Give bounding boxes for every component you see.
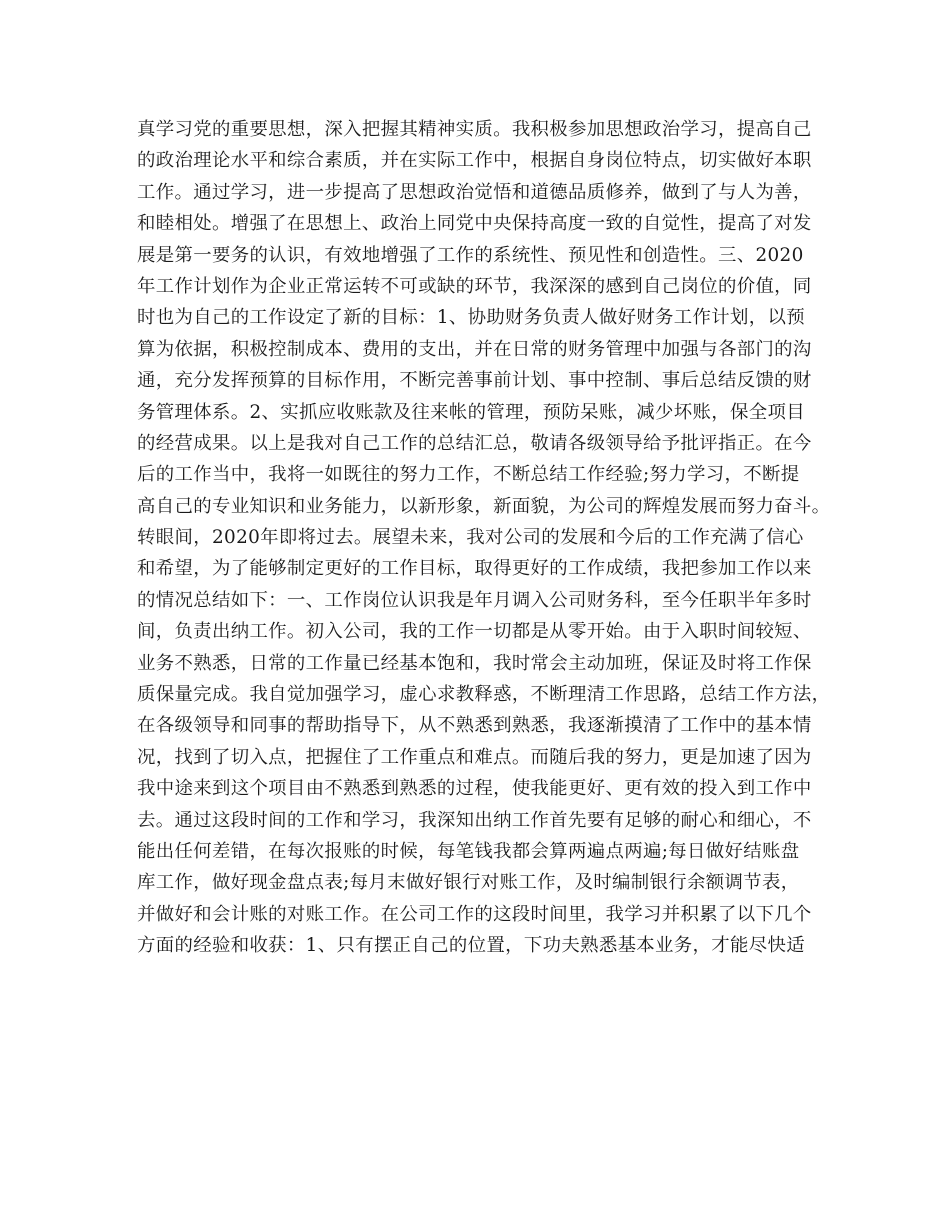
text-line: 的政治理论水平和综合素质，并在实际工作中，根据自身岗位特点，切实做好本职 xyxy=(137,150,812,172)
text-line: 年工作计划作为企业正常运转不可或缺的环节，我深深的感到自己岗位的价值，同 xyxy=(137,275,812,297)
text-line: 后的工作当中，我将一如既往的努力工作，不断总结工作经验;努力学习，不断提 xyxy=(137,464,800,486)
text-line: 在各级领导和同事的帮助指导下，从不熟悉到熟悉，我逐渐摸清了工作中的基本情 xyxy=(137,715,812,737)
text-line: 方面的经验和收获：1、只有摆正自己的位置，下功夫熟悉基本业务，才能尽快适 xyxy=(137,935,805,957)
text-line: 务管理体系。2、实抓应收账款及往来帐的管理，预防呆账，减少坏账，保全项目 xyxy=(137,401,805,423)
body-text xyxy=(137,114,837,962)
text-line: 时也为自己的工作设定了新的目标：1、协助财务负责人做好财务工作计划，以预 xyxy=(137,307,805,329)
text-line: 业务不熟悉，日常的工作量已经基本饱和，我时常会主动加班，保证及时将工作保 xyxy=(137,652,812,674)
text-line: 工作。通过学习，进一步提高了思想政治觉悟和道德品质修养，做到了与人为善， xyxy=(137,181,812,203)
text-line: 库工作，做好现金盘点表;每月末做好银行对账工作，及时编制银行余额调节表， xyxy=(137,872,800,894)
text-line: 通，充分发挥预算的目标作用，不断完善事前计划、事中控制、事后总结反馈的财 xyxy=(137,370,812,392)
text-line: 高自己的专业知识和业务能力，以新形象，新面貌，为公司的辉煌发展而努力奋斗。 xyxy=(137,495,831,517)
text-line: 的情况总结如下：一、工作岗位认识我是年月调入公司财务科，至今任职半年多时 xyxy=(137,589,812,611)
text-line: 算为依据，积极控制成本、费用的支出，并在日常的财务管理中加强与各部门的沟 xyxy=(137,338,812,360)
text-line: 况，找到了切入点，把握住了工作重点和难点。而随后我的努力，更是加速了因为 xyxy=(137,746,812,768)
text-line: 和睦相处。增强了在思想上、政治上同党中央保持高度一致的自觉性，提高了对发 xyxy=(137,213,812,235)
text-line: 转眼间，2020年即将过去。展望未来，我对公司的发展和今后的工作充满了信心 xyxy=(137,527,804,549)
text-line: 间，负责出纳工作。初入公司，我的工作一切都是从零开始。由于入职时间较短、 xyxy=(137,621,812,643)
text-line: 能出任何差错，在每次报账的时候，每笔钱我都会算两遍点两遍;每日做好结账盘 xyxy=(137,840,800,862)
text-line: 质保量完成。我自觉加强学习，虚心求教释惑，不断理清工作思路，总结工作方法， xyxy=(137,684,831,706)
text-line: 并做好和会计账的对账工作。在公司工作的这段时间里，我学习并积累了以下几个 xyxy=(137,903,812,925)
text-line: 去。通过这段时间的工作和学习，我深知出纳工作首先要有足够的耐心和细心，不 xyxy=(137,809,812,831)
text-line: 我中途来到这个项目由不熟悉到熟悉的过程，使我能更好、更有效的投入到工作中 xyxy=(137,778,812,800)
text-line: 的经营成果。以上是我对自己工作的总结汇总，敬请各级领导给予批评指正。在今 xyxy=(137,432,812,454)
text-line: 真学习党的重要思想，深入把握其精神实质。我积极参加思想政治学习，提高自己 xyxy=(137,119,812,140)
text-line: 和希望，为了能够制定更好的工作目标，取得更好的工作成绩，我把参加工作以来 xyxy=(137,558,812,580)
text-line: 展是第一要务的认识，有效地增强了工作的系统性、预见性和创造性。三、2020 xyxy=(137,244,804,266)
